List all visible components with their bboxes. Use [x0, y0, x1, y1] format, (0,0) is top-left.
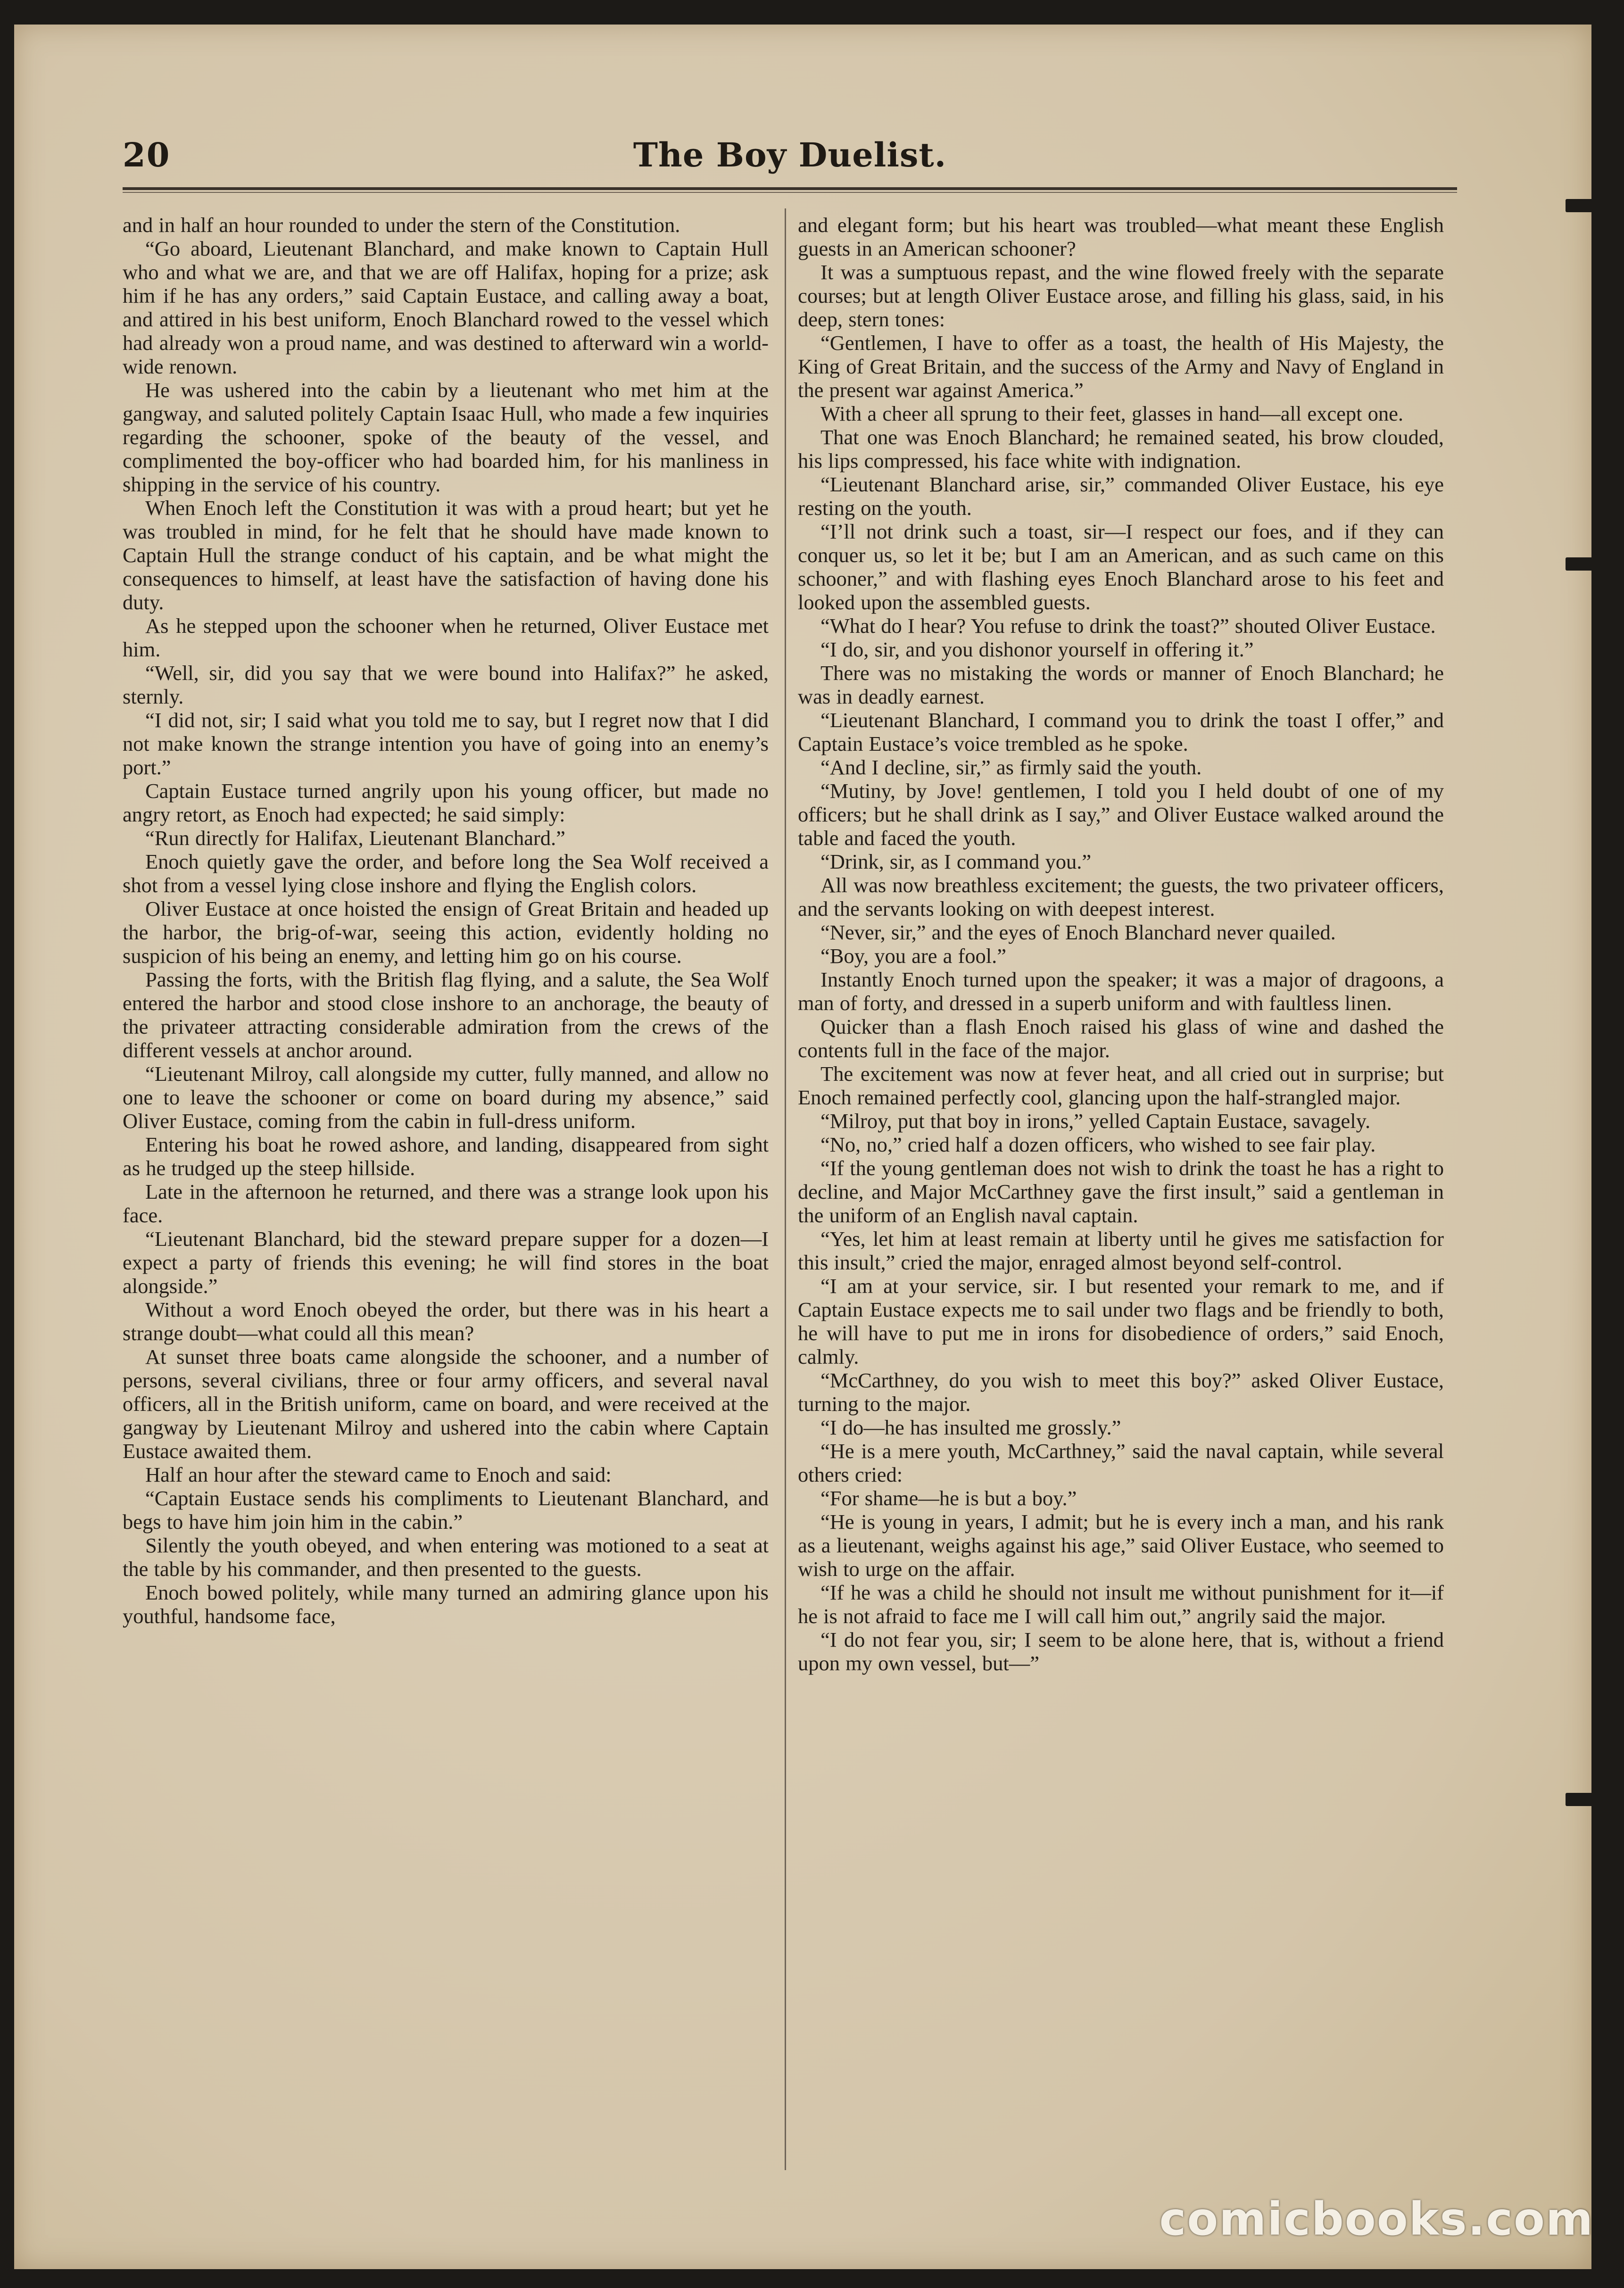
paragraph: “Mutiny, by Jove! gentlemen, I told you I held doubt of one of my officers; but he shall drink as I say,” and Oliver Eustace walked around the table and faced the youth. [798, 779, 1444, 850]
paragraph: “Boy, you are a fool.” [820, 944, 1007, 968]
paragraph: Silently the youth obeyed, and when entering was motioned to a seat at the table by his commander, and then presented to the guests. [123, 1534, 769, 1581]
paragraph: Entering his boat he rowed ashore, and landing, disappeared from sight as he trudged up the steep hillside. [123, 1133, 769, 1180]
paragraph: It was a sumptuous repast, and the wine flowed freely with the separate courses; but at length Oliver Eustace arose, and filling his glass, said, in his deep, stern tones: [798, 260, 1444, 331]
paragraph: When Enoch left the Constitution it was with a proud heart; but yet he was troubled in mind, for he felt that he should have made known to Captain Hull the strange conduct of his captain, and be what might the consequences to himself, at least have the satisfaction of having done his duty. [123, 496, 769, 614]
paragraph: “No, no,” cried half a dozen officers, who wished to see fair play. [820, 1133, 1376, 1156]
page-header [123, 126, 1457, 182]
paragraph: “I do not fear you, sir; I seem to be alone here, that is, without a friend upon my own vessel, but—” [798, 1628, 1444, 1675]
magazine-page [14, 25, 1591, 2269]
paragraph: “I’ll not drink such a toast, sir—I respect our foes, and if they can conquer us, so let it be; but I am an American, and as such came on this schooner,” and with flashing eyes Enoch Blanchard arose to his feet and looked upon the assembled guests. [798, 520, 1444, 614]
paragraph: “Never, sir,” and the eyes of Enoch Blanchard never quailed. [820, 920, 1336, 944]
header-rule [123, 187, 1457, 190]
paragraph: “Lieutenant Blanchard, I command you to drink the toast I offer,” and Captain Eustace’s voice trembled as he spoke. [798, 708, 1444, 755]
paragraph: As he stepped upon the schooner when he returned, Oliver Eustace met him. [123, 614, 769, 661]
paragraph: All was now breathless excitement; the guests, the two privateer officers, and the servants looking on with deepest interest. [798, 873, 1444, 920]
paragraph: “Drink, sir, as I command you.” [820, 850, 1092, 873]
paragraph: Late in the afternoon he returned, and there was a strange look upon his face. [123, 1180, 769, 1227]
paragraph: “Lieutenant Milroy, call alongside my cutter, fully manned, and allow no one to leave the schooner or come on board during my absence,” said Oliver Eustace, coming from the cabin in full-dress uniform. [123, 1062, 769, 1133]
running-title: The Boy Duelist. [633, 135, 947, 174]
paragraph: There was no mistaking the words or manner of Enoch Blanchard; he was in deadly earnest. [798, 661, 1444, 708]
paragraph: “Lieutenant Blanchard arise, sir,” commanded Oliver Eustace, his eye resting on the youth. [798, 473, 1444, 520]
binding-hole [1566, 199, 1591, 212]
paragraph: Quicker than a flash Enoch raised his glass of wine and dashed the contents full in the face of the major. [798, 1015, 1444, 1062]
paragraph: Oliver Eustace at once hoisted the ensign of Great Britain and headed up the harbor, the brig-of-war, seeing this action, evidently holding no suspicion of his being an enemy, and letting him go on his course. [123, 897, 769, 968]
page-number: 20 [123, 135, 171, 174]
binding-hole [1566, 1793, 1591, 1806]
paragraph: “If he was a child he should not insult me without punishment for it—if he is not afraid to face me I will call him out,” angrily said the major. [798, 1581, 1444, 1628]
paragraph: “What do I hear? You refuse to drink the toast?” shouted Oliver Eustace. [820, 614, 1436, 638]
paragraph: The excitement was now at fever heat, and all cried out in surprise; but Enoch remained perfectly cool, glancing upon the half-strangled major. [798, 1062, 1444, 1109]
paragraph: “Run directly for Halifax, Lieutenant Blanchard.” [145, 826, 565, 850]
paragraph: He was ushered into the cabin by a lieutenant who met him at the gangway, and saluted politely Captain Isaac Hull, who made a few inquiries regarding the schooner, spoke of the beauty of the vessel, and complimented the boy-officer who had boarded him, for his manliness in shipping in the service of his country. [123, 378, 769, 496]
paragraph: “I do, sir, and you dishonor yourself in offering it.” [820, 638, 1254, 661]
header-rule-thin [123, 192, 1457, 193]
left-column [123, 213, 769, 1628]
paragraph: Enoch bowed politely, while many turned an admiring glance upon his youthful, handsome face, [123, 1581, 769, 1628]
paragraph: “For shame—he is but a boy.” [820, 1486, 1077, 1510]
paragraph: “Go aboard, Lieutenant Blanchard, and make known to Captain Hull who and what we are, and that we are off Halifax, hoping for a prize; ask him if he has any orders,” said Captain Eustace, and calling away a boat, and attired in his best uniform, Enoch Blanchard rowed to the vessel which had already won a proud name, and was destined to afterward win a world-wide renown. [123, 237, 769, 378]
paragraph: Captain Eustace turned angrily upon his young officer, but made no angry retort, as Enoch had expected; he said simply: [123, 779, 769, 826]
binding-hole [1566, 557, 1591, 571]
right-column [798, 213, 1444, 1675]
paragraph: At sunset three boats came alongside the schooner, and a number of persons, several civilians, three or four army officers, and several naval officers, all in the British uniform, came on board, and were received at the gangway by Lieutenant Milroy and ushered into the cabin where Captain Eustace awaited them. [123, 1345, 769, 1463]
paragraph: “If the young gentleman does not wish to drink the toast he has a right to decline, and Major McCarthney gave the first insult,” said a gentleman in the uniform of an English naval captain. [798, 1156, 1444, 1227]
paragraph: That one was Enoch Blanchard; he remained seated, his brow clouded, his lips compressed, his face white with indignation. [798, 425, 1444, 473]
paragraph: Enoch quietly gave the order, and before long the Sea Wolf received a shot from a vessel lying close inshore and flying the English colors. [123, 850, 769, 897]
paragraph: “Milroy, put that boy in irons,” yelled Captain Eustace, savagely. [820, 1109, 1371, 1133]
paragraph: “I am at your service, sir. I but resented your remark to me, and if Captain Eustace expects me to sail under two flags and be friendly to both, he will have to put me in irons for disobedience of orders,” said Enoch, calmly. [798, 1274, 1444, 1368]
paragraph: Passing the forts, with the British flag flying, and a salute, the Sea Wolf entered the harbor and stood close inshore to an anchorage, the beauty of the privateer attracting considerable admiration from the crews of the different vessels at anchor around. [123, 968, 769, 1062]
paragraph: “Gentlemen, I have to offer as a toast, the health of His Majesty, the King of Great Britain, and the success of the Army and Navy of England in the present war against America.” [798, 331, 1444, 402]
paragraph: “He is a mere youth, McCarthney,” said the naval captain, while several others cried: [798, 1439, 1444, 1486]
paragraph: With a cheer all sprung to their feet, glasses in hand—all except one. [820, 402, 1404, 425]
paragraph: and elegant form; but his heart was troubled—what meant these English guests in an American schooner? [798, 213, 1444, 260]
paragraph: “I do—he has insulted me grossly.” [820, 1416, 1121, 1439]
paragraph: “McCarthney, do you wish to meet this boy?” asked Oliver Eustace, turning to the major. [798, 1368, 1444, 1416]
site-watermark: comicbooks.com [1159, 2193, 1594, 2246]
column-divider [785, 208, 786, 2170]
paragraph: Instantly Enoch turned upon the speaker; it was a major of dragoons, a man of forty, and dressed in a superb uniform and with faultless linen. [798, 968, 1444, 1015]
paragraph: Without a word Enoch obeyed the order, but there was in his heart a strange doubt—what could all this mean? [123, 1298, 769, 1345]
paragraph: “Lieutenant Blanchard, bid the steward prepare supper for a dozen—I expect a party of friends this evening; he will find stores in the boat alongside.” [123, 1227, 769, 1298]
paragraph: and in half an hour rounded to under the stern of the Constitution. [123, 213, 680, 237]
paragraph: “Captain Eustace sends his compliments to Lieutenant Blanchard, and begs to have him join him in the cabin.” [123, 1486, 769, 1534]
paragraph: “And I decline, sir,” as firmly said the youth. [820, 755, 1202, 779]
paragraph: “He is young in years, I admit; but he is every inch a man, and his rank as a lieutenant, weighs against his age,” said Oliver Eustace, who seemed to wish to urge on the affair. [798, 1510, 1444, 1581]
paragraph: “Well, sir, did you say that we were bound into Halifax?” he asked, sternly. [123, 661, 769, 708]
paragraph: “Yes, let him at least remain at liberty until he gives me satisfaction for this insult,” cried the major, enraged almost beyond self-control. [798, 1227, 1444, 1274]
paragraph: “I did not, sir; I said what you told me to say, but I regret now that I did not make known the strange intention you have of going into an enemy’s port.” [123, 708, 769, 779]
paragraph: Half an hour after the steward came to Enoch and said: [145, 1463, 612, 1486]
